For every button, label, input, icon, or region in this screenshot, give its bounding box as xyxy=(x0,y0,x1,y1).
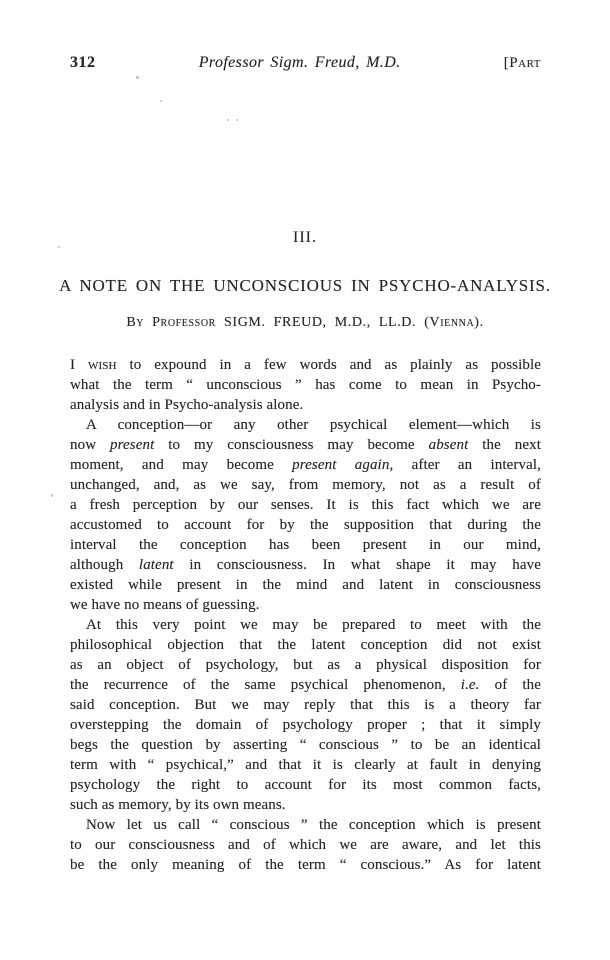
text-segment: although xyxy=(70,557,139,573)
text-line xyxy=(70,675,541,695)
text-segment: i.e. xyxy=(460,677,480,693)
scan-speck xyxy=(58,246,60,248)
text-segment: such as memory, by its own means. xyxy=(70,797,286,813)
text-segment: of the xyxy=(479,677,541,693)
text-line xyxy=(70,495,541,515)
text-line xyxy=(70,695,541,715)
text-segment: accustomed to account for by the supposition that during the xyxy=(70,517,541,533)
scan-speck xyxy=(136,76,139,79)
text-segment: overstepping the domain of psychology proper ; that it simply xyxy=(70,717,541,733)
text-segment: a fresh perception by our senses. It is this fact which we are xyxy=(70,497,541,513)
text-line xyxy=(70,555,541,575)
text-segment: wish xyxy=(88,357,117,373)
text-segment: (Vienna). xyxy=(424,315,484,330)
text-segment: we have no means of guessing. xyxy=(70,597,260,613)
text-segment: in consciousness. In what shape it may have xyxy=(173,557,541,573)
text-line xyxy=(70,515,541,535)
text-line xyxy=(70,435,541,455)
text-segment: philosophical objection that the latent conception did not exist xyxy=(70,637,541,653)
text-segment: the recurrence of the same psychical phenomenon, xyxy=(70,677,461,693)
text-segment: begs the question by asserting “ conscious ” to be an identical xyxy=(70,737,541,753)
text-segment: to my consciousness may become xyxy=(154,437,429,453)
text-line xyxy=(70,595,541,615)
chapter-number: III. xyxy=(293,229,317,246)
text-segment: , after an interval, xyxy=(389,457,541,473)
text-line xyxy=(70,395,541,415)
text-line xyxy=(70,835,541,855)
text-line xyxy=(70,455,541,475)
text-segment: moment, and may become xyxy=(70,457,293,473)
text-segment: analysis and in Psycho-analysis alone. xyxy=(70,397,304,413)
text-line xyxy=(70,375,541,395)
text-segment: At this very point we may be prepared to meet with the xyxy=(86,617,541,633)
article-body xyxy=(70,355,541,875)
text-line xyxy=(70,815,541,835)
scan-speck xyxy=(227,119,229,121)
text-line xyxy=(70,715,541,735)
text-line xyxy=(70,535,541,555)
text-segment: said conception. But we may reply that this is a theory far xyxy=(70,697,541,713)
part-marker xyxy=(504,55,541,72)
byline xyxy=(0,315,610,331)
text-segment: the next xyxy=(468,437,541,453)
text-segment: present again xyxy=(292,457,390,473)
text-segment: Now let us call “ conscious ” the conception which is present xyxy=(86,817,541,833)
text-segment: latent xyxy=(138,557,174,573)
text-line xyxy=(70,615,541,635)
text-segment: unchanged, and, as we say, from memory, not as a result of xyxy=(70,477,541,493)
text-segment: psychology the right to account for its most common facts, xyxy=(70,777,541,793)
text-segment: existed while present in the mind and latent in consciousness xyxy=(70,577,541,593)
text-line xyxy=(70,855,541,875)
scan-speck xyxy=(236,119,238,121)
text-segment: to expound in a few words and as plainly as possible xyxy=(116,357,542,373)
article-title: A NOTE ON THE UNCONSCIOUS IN PSYCHO-ANALYSIS. xyxy=(59,276,551,295)
scan-speck xyxy=(51,494,53,497)
scan-speck xyxy=(160,100,162,102)
text-segment: be the only meaning of the term “ conscious.” As for latent xyxy=(70,857,541,873)
text-segment: By Professor xyxy=(126,315,225,330)
text-segment: what the term “ unconscious ” has come to mean in Psycho- xyxy=(70,377,541,393)
text-segment: to our consciousness and of which we are aware, and let this xyxy=(70,837,541,853)
text-segment: SIGM. FREUD, M.D., LL.D. xyxy=(224,315,425,330)
text-segment: term with “ psychical,” and that it is clearly at fault in denying xyxy=(70,757,541,773)
running-header xyxy=(70,54,541,72)
page-number: 312 xyxy=(70,54,96,71)
text-segment: present xyxy=(110,437,155,453)
text-line xyxy=(70,635,541,655)
text-segment: as an object of psychology, but as a physical disposition for xyxy=(70,657,541,673)
text-line xyxy=(70,775,541,795)
text-line xyxy=(70,655,541,675)
text-segment: absent xyxy=(428,437,469,453)
text-segment: now xyxy=(70,437,111,453)
text-line xyxy=(70,355,541,375)
text-segment: [Part xyxy=(503,55,541,71)
text-line xyxy=(70,735,541,755)
running-title: Professor Sigm. Freud, M.D. xyxy=(198,54,401,71)
text-line xyxy=(70,795,541,815)
text-segment: A conception—or any other psychical element—which is xyxy=(86,417,541,433)
text-line xyxy=(70,415,541,435)
text-segment: interval the conception has been present in our mind, xyxy=(70,537,541,553)
text-line xyxy=(70,755,541,775)
text-segment: I xyxy=(70,357,89,373)
text-line xyxy=(70,475,541,495)
text-line xyxy=(70,575,541,595)
